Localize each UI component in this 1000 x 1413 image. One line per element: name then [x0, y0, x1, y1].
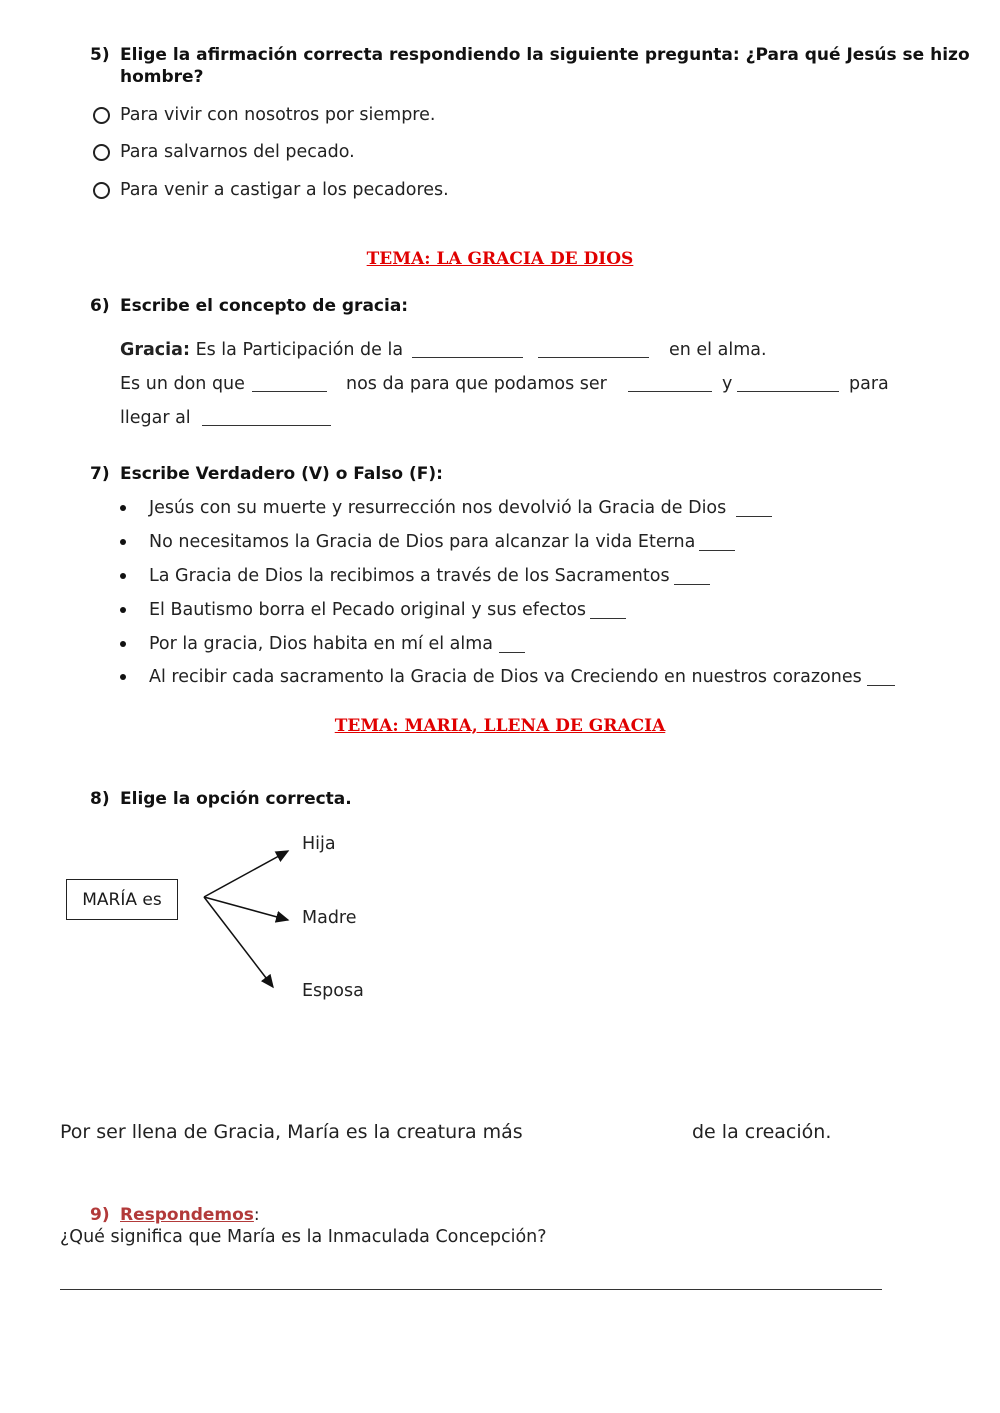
q9-label: Respondemos [120, 1205, 254, 1225]
q6-line1-a: Es la Participación de la [195, 340, 404, 360]
blank-input[interactable] [590, 601, 626, 619]
q7-item-text: Al recibir cada sacramento la Gracia de Dios va Creciendo en nuestros corazones [149, 667, 862, 687]
bullet-icon [120, 674, 126, 680]
answer-line[interactable] [60, 1289, 882, 1290]
blank-input[interactable] [737, 374, 839, 392]
blank-input[interactable] [736, 499, 772, 517]
q7-item-5 [120, 634, 525, 654]
option-esposa[interactable]: Esposa [302, 981, 364, 1001]
sentence-blank[interactable] [545, 1121, 685, 1143]
q5-number: 5) [90, 45, 110, 65]
q7-item-4 [120, 600, 626, 620]
q7-item-text: Por la gracia, Dios habita en mí el alma [149, 634, 494, 654]
q5-option-label: Para venir a castigar a los pecadores. [120, 180, 449, 200]
arrow-to-madre [204, 897, 288, 920]
q7-heading [90, 464, 443, 484]
q7-item-6 [120, 667, 895, 687]
q8-number: 8) [90, 789, 110, 809]
radio-icon[interactable] [93, 107, 110, 124]
blank-input[interactable] [699, 533, 735, 551]
blank-input[interactable] [202, 408, 331, 426]
maria-box: MARÍA es [66, 879, 178, 920]
q8-heading [90, 789, 352, 809]
blank-input[interactable] [412, 340, 523, 358]
q6-number: 6) [90, 296, 110, 316]
q6-line3-a: llegar al [120, 408, 191, 428]
blank-input[interactable] [499, 635, 525, 653]
bullet-icon [120, 607, 126, 613]
radio-icon[interactable] [93, 182, 110, 199]
q7-item-3 [120, 566, 710, 586]
q9-number: 9) [90, 1205, 110, 1225]
q5-option-label: Para salvarnos del pecado. [120, 142, 355, 162]
q7-item-1 [120, 498, 772, 518]
q9-colon: : [253, 1205, 260, 1225]
q6-text: Escribe el concepto de gracia: [120, 296, 409, 316]
q6-heading [90, 296, 408, 316]
arrows-diagram [195, 840, 305, 1000]
blank-input[interactable] [628, 374, 712, 392]
q9-heading [90, 1205, 260, 1225]
q6-line1 [120, 340, 403, 360]
section-title-maria: TEMA: MARIA, LLENA DE GRACIA [334, 716, 666, 736]
q5-text-line2: hombre? [120, 67, 204, 87]
q5-heading [90, 45, 970, 65]
arrow-to-hija [204, 851, 288, 897]
q6-line2-c: y [722, 374, 733, 394]
sentence-part2: de la creación. [692, 1121, 832, 1143]
q7-item-2 [120, 532, 735, 552]
q5-option-1[interactable] [93, 105, 435, 125]
blank-input[interactable] [674, 567, 710, 585]
blank-input[interactable] [538, 340, 649, 358]
q6-line2-b: nos da para que podamos ser [346, 374, 607, 394]
q7-item-text: Jesús con su muerte y resurrección nos devolvió la Gracia de Dios [149, 498, 727, 518]
q6-line2-a: Es un don que [120, 374, 245, 394]
q5-text-line1: Elige la afirmación correcta respondiendo la siguiente pregunta: ¿Para qué Jesús se hizo [120, 45, 970, 65]
q7-item-text: El Bautismo borra el Pecado original y sus efectos [149, 600, 587, 620]
q6-line1-b: en el alma. [669, 340, 767, 360]
radio-icon[interactable] [93, 144, 110, 161]
q5-option-3[interactable] [93, 180, 449, 200]
q5-option-label: Para vivir con nosotros por siempre. [120, 105, 436, 125]
sentence-part1: Por ser llena de Gracia, María es la creatura más [60, 1121, 523, 1143]
gracia-label: Gracia: [120, 340, 190, 360]
q7-item-text: La Gracia de Dios la recibimos a través de los Sacramentos [149, 566, 670, 586]
q8-text: Elige la opción correcta. [120, 789, 352, 809]
q7-number: 7) [90, 464, 110, 484]
q5-option-2[interactable] [93, 142, 355, 162]
section-title-gracia: TEMA: LA GRACIA DE DIOS [366, 249, 634, 269]
bullet-icon [120, 505, 126, 511]
q7-item-text: No necesitamos la Gracia de Dios para alcanzar la vida Eterna [149, 532, 696, 552]
q7-text: Escribe Verdadero (V) o Falso (F): [120, 464, 443, 484]
bullet-icon [120, 641, 126, 647]
q6-line2-d: para [849, 374, 889, 394]
q9-question: ¿Qué significa que María es la Inmaculada Concepción? [60, 1227, 547, 1247]
bullet-icon [120, 539, 126, 545]
option-madre[interactable]: Madre [302, 908, 357, 928]
option-hija[interactable]: Hija [302, 834, 336, 854]
bullet-icon [120, 573, 126, 579]
blank-input[interactable] [867, 668, 895, 686]
blank-input[interactable] [252, 374, 327, 392]
arrow-to-esposa [204, 897, 273, 987]
